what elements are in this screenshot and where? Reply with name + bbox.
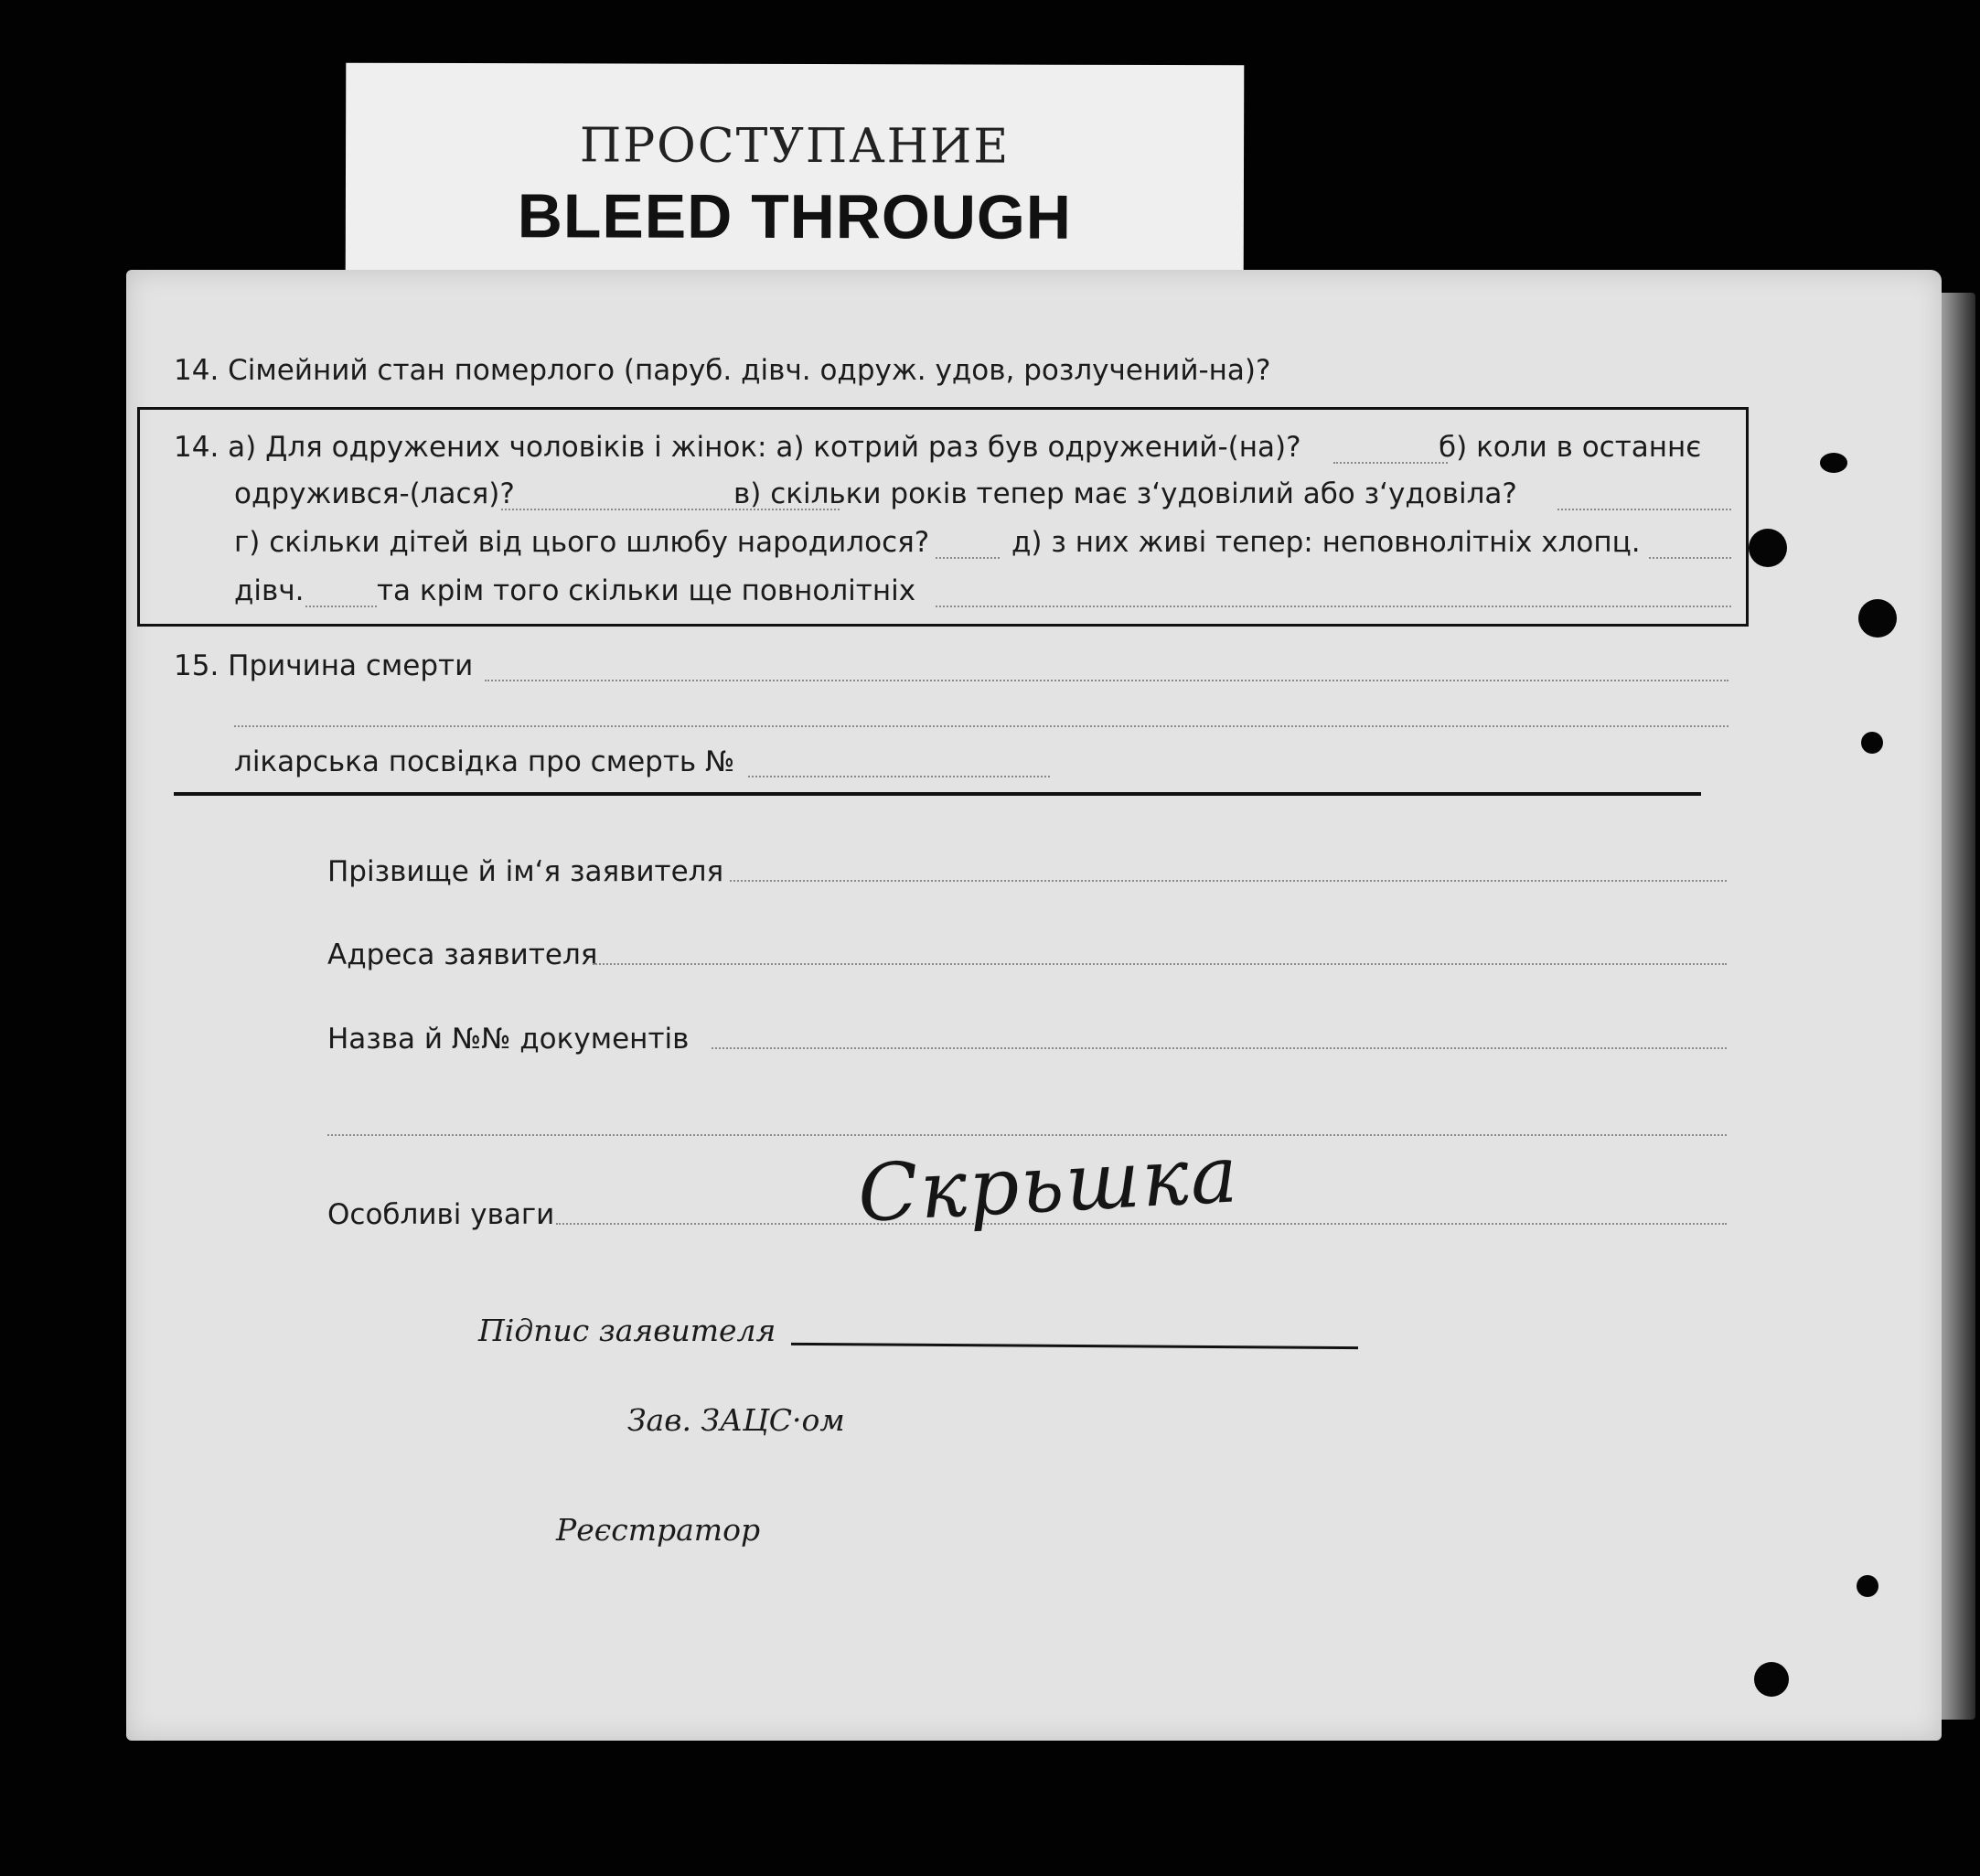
form-sheet (126, 270, 1942, 1741)
dotted-line (1557, 509, 1731, 510)
applicant-address-label: Адреса заявителя (327, 938, 598, 971)
punch-hole (1861, 732, 1883, 754)
label-english: BLEED THROUGH (517, 181, 1073, 252)
signature-label: Підпис заявителя (478, 1313, 776, 1348)
handwritten-remark: Скрьшка (855, 1129, 1242, 1240)
dotted-line (712, 1047, 1727, 1049)
dotted-line (485, 680, 1728, 681)
section-divider (174, 792, 1701, 796)
signature-line (791, 1343, 1358, 1349)
punch-hole (1857, 1575, 1878, 1597)
question-14a-line4: дівч. (234, 574, 305, 607)
question-15: 15. Причина смерти (174, 649, 474, 682)
label-russian: ПРОСТУПАНИЕ (579, 118, 1011, 175)
dotted-line (936, 557, 1000, 559)
dotted-line (234, 725, 1728, 727)
medical-certificate: лікарська посвідка про смерть № (234, 745, 735, 778)
documents-label: Назва й №№ документів (327, 1023, 690, 1056)
question-14a-years: в) скільки років тепер має з‘удовілий або з‘удовіла? (733, 477, 1517, 510)
question-14a-adults: та крім того скільки ще повнолітніх (377, 574, 916, 607)
question-14a-when-last: б) коли в останнє (1439, 431, 1702, 464)
punch-hole (1754, 1662, 1789, 1697)
registrar-label: Реєстратор (556, 1512, 761, 1548)
dotted-line (748, 776, 1050, 777)
dotted-line (730, 880, 1727, 882)
question-14a-line1: 14. а) Для одружених чоловіків і жінок: а) котрий раз був одружений-(на)? (174, 431, 1301, 464)
applicant-name-label: Прізвище й ім‘я заявителя (327, 855, 724, 888)
dotted-line (593, 963, 1727, 965)
question-14a-line3: г) скільки дітей від цього шлюбу народилося? (234, 526, 930, 559)
dotted-line (327, 1134, 1727, 1136)
question-14a-living: д) з них живі тепер: неповнолітніх хлопц. (1011, 526, 1641, 559)
punch-hole (1858, 599, 1897, 638)
dotted-line (936, 606, 1731, 607)
punch-hole (1749, 529, 1787, 567)
punch-hole (1820, 453, 1847, 473)
label-tab (346, 63, 1245, 284)
dotted-line (1333, 462, 1448, 464)
head-of-registry-label: Зав. ЗАЦС·ом (627, 1402, 845, 1438)
question-14: 14. Сімейний стан померлого (паруб. дівч. одруж. удов, розлучений-на)? (174, 354, 1271, 387)
dotted-line (305, 606, 377, 607)
dotted-line (1649, 557, 1731, 559)
question-14a-line2: одружився-(лася)? (234, 477, 515, 510)
remarks-label: Особливі уваги (327, 1198, 555, 1231)
